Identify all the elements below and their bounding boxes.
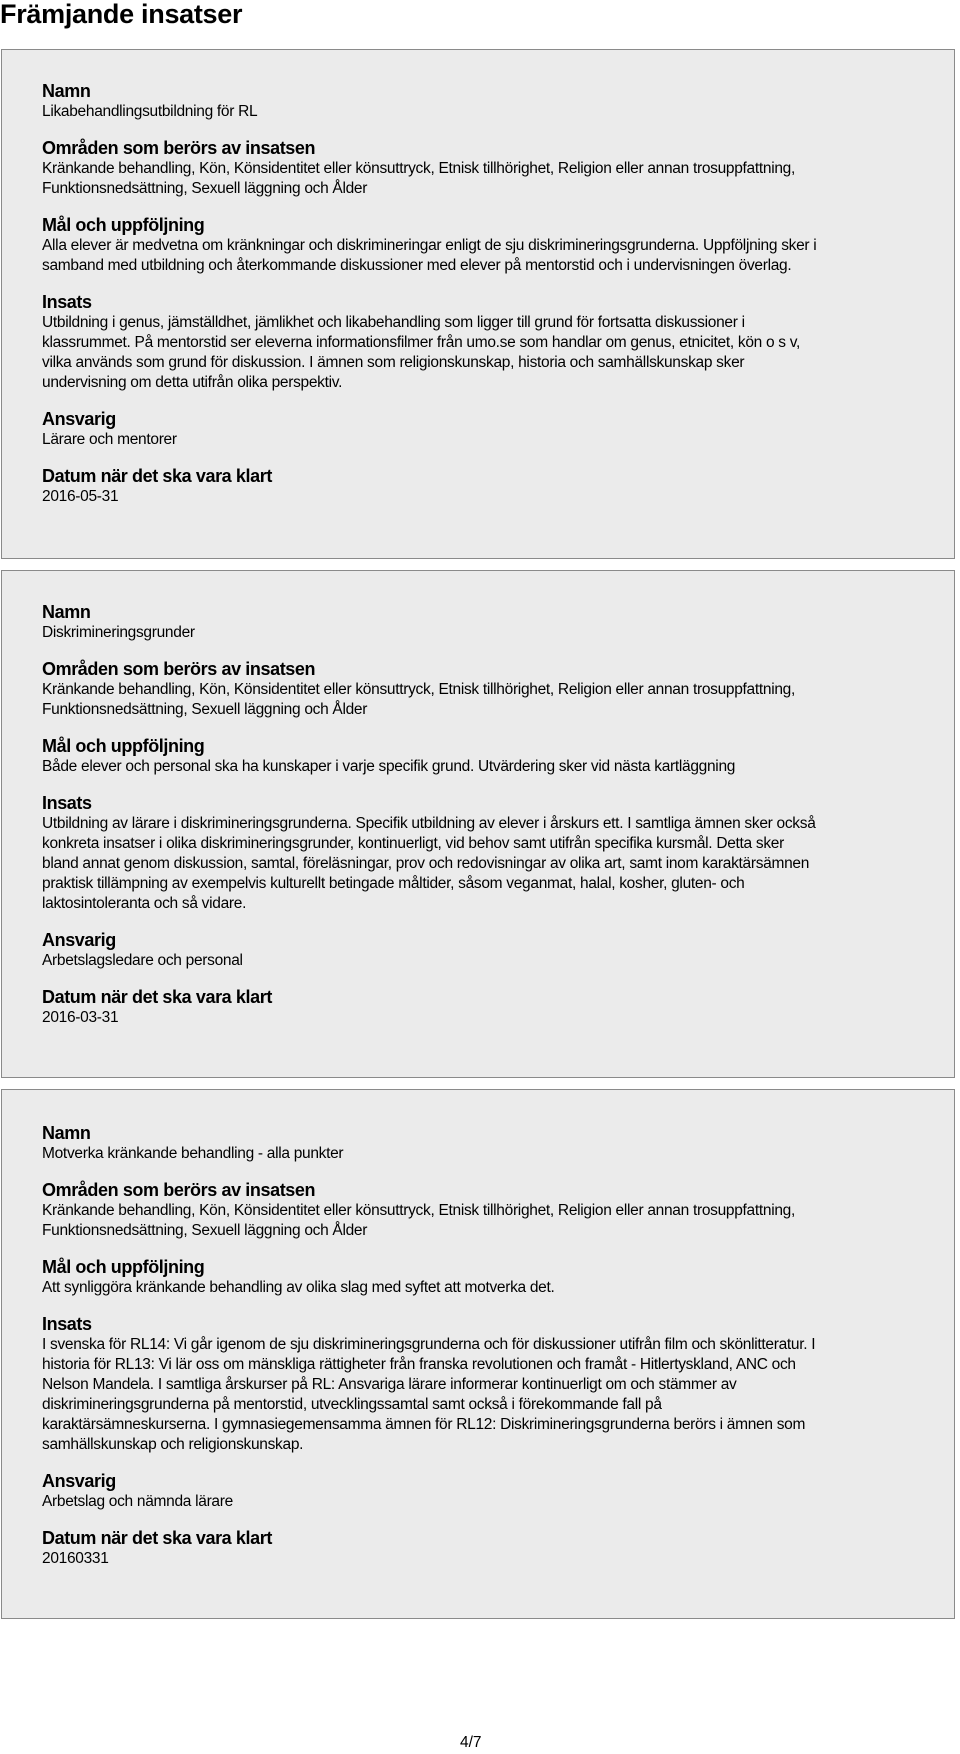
deadline-value: 20160331 <box>42 1550 109 1567</box>
name-field <box>42 601 914 643</box>
measure-card <box>1 570 955 1078</box>
page-title: Främjande insatser <box>0 0 243 29</box>
page-number: 4/7 <box>460 1734 482 1751</box>
areas-value: Kränkande behandling, Kön, Könsidentitet eller könsuttryck, Etnisk tillhörighet, Religion eller annan trosuppfattning, Funktionsnedsättning, Sexuell läggning och Ålder <box>42 681 795 718</box>
goal-value: Både elever och personal ska ha kunskaper i varje specifik grund. Utvärdering sker vid nästa kartläggning <box>42 758 736 775</box>
name-value: Diskrimineringsgrunder <box>42 624 195 641</box>
insats-value: Utbildning i genus, jämställdhet, jämlikhet och likabehandling som ligger till grund för fortsatta diskussioner i klassrummet. På mentorstid ser eleverna informationsfilmer från umo.se som handlar om genus, etnicitet, kön o s v, vilka används som grund för diskussion. I ämnen som religionskunskap, historia och samhällskunskap sker undervisning om detta utifrån olika perspektiv. <box>42 314 801 391</box>
goal-field <box>42 1256 914 1298</box>
insats-label: Insats <box>42 1314 92 1334</box>
name-value: Motverka kränkande behandling - alla punkter <box>42 1145 344 1162</box>
responsible-label: Ansvarig <box>42 1471 116 1491</box>
areas-label: Områden som berörs av insatsen <box>42 1180 316 1200</box>
insats-field <box>42 291 914 393</box>
goal-field <box>42 735 914 777</box>
deadline-label: Datum när det ska vara klart <box>42 1528 272 1548</box>
deadline-field <box>42 986 914 1028</box>
areas-label: Områden som berörs av insatsen <box>42 659 316 679</box>
name-field <box>42 1122 914 1164</box>
name-label: Namn <box>42 602 91 622</box>
responsible-value: Arbetslagsledare och personal <box>42 952 243 969</box>
insats-value: Utbildning av lärare i diskrimineringsgrunderna. Specifik utbildning av elever i årskurs ett. I samtliga ämnen sker också konkreta insatser i olika diskrimineringsgrunder, kontinuerligt, vid behov samt utifrån specifika kursmål. Detta sker bland annat genom diskussion, samtal, föreläsningar, prov och redovisningar av olika art, samt inom karaktärsämnen praktisk tillämpning av exempelvis kulturellt betingade måltider, såsom veganmat, halal, kosher, gluten- och laktosintoleranta och så vidare. <box>42 815 816 912</box>
deadline-value: 2016-05-31 <box>42 488 119 505</box>
responsible-field <box>42 929 914 971</box>
responsible-field <box>42 408 914 450</box>
goal-label: Mål och uppföljning <box>42 1257 205 1277</box>
insats-field <box>42 1313 914 1455</box>
areas-value: Kränkande behandling, Kön, Könsidentitet eller könsuttryck, Etnisk tillhörighet, Religion eller annan trosuppfattning, Funktionsnedsättning, Sexuell läggning och Ålder <box>42 1202 795 1239</box>
measure-card <box>1 1089 955 1619</box>
areas-field <box>42 1179 914 1241</box>
insats-label: Insats <box>42 292 92 312</box>
insats-label: Insats <box>42 793 92 813</box>
areas-field <box>42 658 914 720</box>
insats-field <box>42 792 914 914</box>
responsible-label: Ansvarig <box>42 409 116 429</box>
goal-field <box>42 214 914 276</box>
name-label: Namn <box>42 1123 91 1143</box>
goal-value: Alla elever är medvetna om kränkningar och diskrimineringar enligt de sju diskrimineringsgrunderna. Uppföljning sker i samband med utbildning och återkommande diskussioner med elever på mentorstid och i undervisningen överlag. <box>42 237 817 274</box>
areas-field <box>42 137 914 199</box>
areas-value: Kränkande behandling, Kön, Könsidentitet eller könsuttryck, Etnisk tillhörighet, Religion eller annan trosuppfattning, Funktionsnedsättning, Sexuell läggning och Ålder <box>42 160 795 197</box>
deadline-value: 2016-03-31 <box>42 1009 119 1026</box>
responsible-field <box>42 1470 914 1512</box>
responsible-label: Ansvarig <box>42 930 116 950</box>
deadline-label: Datum när det ska vara klart <box>42 987 272 1007</box>
name-field <box>42 80 914 122</box>
areas-label: Områden som berörs av insatsen <box>42 138 316 158</box>
measure-card <box>1 49 955 559</box>
insats-value: I svenska för RL14: Vi går igenom de sju diskrimineringsgrunderna och för diskussioner utifrån film och skönlitteratur. I historia för RL13: Vi lär oss om mänskliga rättigheter från franska revolutionen och framåt - Hitlertyskland, ANC och Nelson Mandela. I samtliga årskurser på RL: Ansvariga lärare informerar kontinuerligt om och stämmer av diskrimineringsgrunderna på mentorstid, utvecklingssamtal samt också i förekommande fall på karaktärsämneskurserna. I gymnasiegemensamma ämnen för RL12: Diskrimineringsgrunderna berörs i ämnen som samhällskunskap och religionskunskap. <box>42 1336 816 1453</box>
deadline-field <box>42 1527 914 1569</box>
deadline-label: Datum när det ska vara klart <box>42 466 272 486</box>
name-label: Namn <box>42 81 91 101</box>
goal-value: Att synliggöra kränkande behandling av olika slag med syftet att motverka det. <box>42 1279 555 1296</box>
responsible-value: Arbetslag och nämnda lärare <box>42 1493 233 1510</box>
goal-label: Mål och uppföljning <box>42 215 205 235</box>
responsible-value: Lärare och mentorer <box>42 431 177 448</box>
deadline-field <box>42 465 914 507</box>
goal-label: Mål och uppföljning <box>42 736 205 756</box>
name-value: Likabehandlingsutbildning för RL <box>42 103 258 120</box>
